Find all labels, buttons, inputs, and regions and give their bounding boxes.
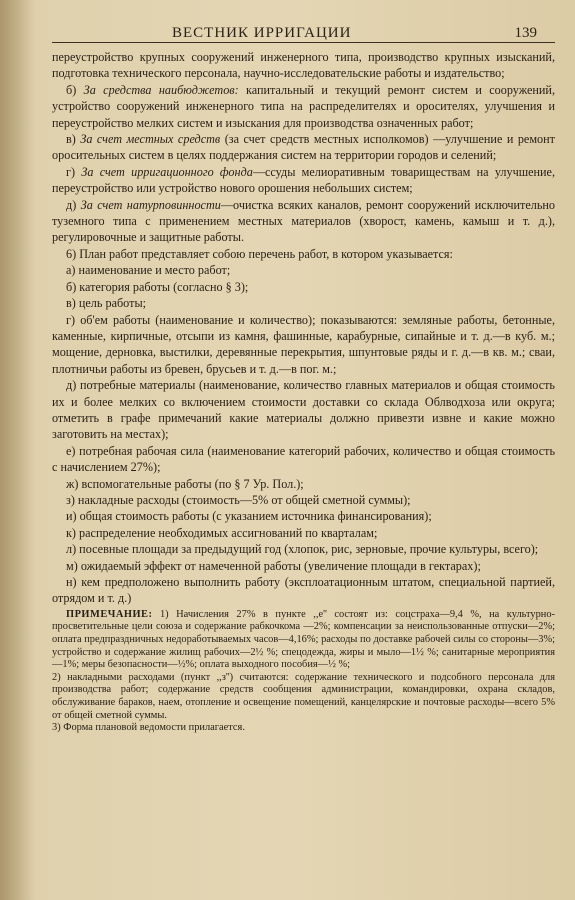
note-item: 1) Начисления 27% в пункте ,,е'' состоят из: соцстраха—9,4 %, на культурно-просветительные цели союза и содержание рабкочкома —2%; компенсации за неиспользованные отпуски—2%; оплата предпраздничных недоработываемых часов—4,16%; расходы по доставке рабочей силы со стороны—3%; устройство и содержание жилищ рабочих—2½ %; спецодежда, жиры и мыло—1½ %; санитарные мероприятия—1%; меры безопасности—½%; оплата выходного пособия—½ %;	[52, 608, 555, 671]
item-marker: б)	[66, 82, 77, 97]
paragraph	[52, 541, 555, 557]
paragraph	[52, 164, 555, 197]
item-marker: г)	[66, 164, 76, 179]
article-body	[52, 49, 555, 735]
paragraph	[52, 197, 555, 246]
page-binding-shadow	[0, 0, 36, 900]
item-marker: в)	[66, 132, 76, 147]
funding-source-heading: За средства наибюджетов:	[83, 82, 239, 97]
paragraph-text: н) кем предположено выполнить работу (эксплоатационным штатом, специальной партией, отрядом и т. д.)	[52, 575, 555, 606]
paragraph-text: г) об'ем работы (наименование и количество); показываются: земляные работы, бетонные, каменные, кирпичные, отсыпи из камня, фашинные, карабурные, сипайные и т. д.—в куб. м.; мощение, дерновка, выстилки, деревянные перекрытия, шпунтовые ряды и г. д.—в кв. м.; сваи, плотничьи работы из бревен, брусьев и т. д.—в пог. м.;	[52, 312, 555, 376]
paragraph-text: в) цель работы;	[66, 296, 147, 311]
paragraph-text: б) категория работы (согласно § 3);	[66, 279, 249, 294]
paragraph-text: —ссуды мелиоративным товариществам на улучшение, переустройство или устройство нового орошения небольших систем;	[52, 164, 556, 196]
paragraph	[52, 525, 555, 541]
paragraph-text: 6) План работ представляет собою перечень работ, в котором указывается:	[66, 246, 453, 261]
journal-title: ВЕСТНИК ИРРИГАЦИИ	[172, 25, 352, 41]
paragraph	[52, 49, 555, 82]
paragraph	[52, 131, 555, 164]
paragraph	[52, 246, 555, 262]
paragraph	[52, 476, 555, 492]
paragraph-text: а) наименование и место работ;	[66, 263, 231, 278]
paragraph-text: ж) вспомогательные работы (по § 7 Ур. Пол.);	[66, 476, 304, 491]
paragraph-list	[52, 49, 555, 607]
running-header	[52, 18, 555, 43]
paragraph	[52, 82, 555, 131]
funding-source-heading: За счет натурповинности	[80, 197, 221, 212]
paragraph-text: м) ожидаемый эффект от намеченной работы (увеличение площади в гектарах);	[66, 558, 481, 573]
paragraph	[52, 312, 555, 378]
funding-source-heading: За счет местных средств	[80, 132, 221, 147]
paragraph	[52, 295, 555, 311]
page-number: 139	[514, 25, 537, 41]
paragraph-text: е) потребная рабочая сила (наименование категорий рабочих, количество и общая стоимость с начислением 27%);	[52, 443, 555, 475]
item-marker: д)	[66, 197, 77, 212]
paragraph	[52, 492, 555, 508]
note-item: 2) накладными расходами (пункт ,,з'') считаются: содержание технического и подсобного персонала для производства работ; содержание средств сообщения администрации, командировки, охрана складов, обслуживание бараков, наем, отопление и освещение помещений, канцелярские и почтовые расходы—всего 5% от общей сметной суммы.	[52, 671, 555, 721]
paragraph	[52, 508, 555, 524]
paragraph-text: —очистка всяких каналов, ремонт сооружений исключительно туземного типа с применением местных материалов (хворост, камень, камыш и т. д.), регулировочные и защитные работы.	[52, 197, 555, 245]
note-item: 3) Форма плановой ведомости прилагается.	[52, 722, 245, 734]
footnote-block	[52, 609, 555, 735]
paragraph-text: капитальный и текущий ремонт систем и сооружений, устройство сооружений инженерного типа на распределителях и оросителях, улучшения и переустройство мелких систем и изыскания для производства означенных работ;	[52, 82, 556, 130]
paragraph-text: (за счет средств местных исполкомов) —улучшение и ремонт оросительных систем в целях поддержания систем на территории городов и селений;	[52, 132, 556, 163]
paragraph-text: л) посевные площади за предыдущий год (хлопок, рис, зерновые, прочие культуры, всего);	[66, 542, 539, 557]
paragraph	[52, 377, 555, 443]
note-heading: ПРИМЕЧАНИЕ:	[66, 608, 153, 620]
paragraph-text: переустройство крупных сооружений инженерного типа, производство крупных изысканий, подготовка технического персонала, научно-исследовательские работы и издательство;	[52, 50, 555, 81]
paragraph-text: и) общая стоимость работы (с указанием источника финансирования);	[66, 509, 432, 524]
paragraph-text: д) потребные материалы (наименование, количество главных материалов и общая стоимость их и более мелких со включением стоимости доставки со склада Облводхоза или округа; отметить в графе примечаний какие материалы должно привезти извне и какие можно заготовить на местах);	[52, 378, 555, 442]
paragraph	[52, 558, 555, 574]
paragraph	[52, 262, 555, 278]
paragraph	[52, 574, 555, 607]
paragraph	[52, 279, 555, 295]
funding-source-heading: За счет ирригационного фонда	[81, 164, 253, 179]
paragraph-text: з) накладные расходы (стоимость—5% от общей сметной суммы);	[66, 492, 411, 507]
paragraph	[52, 443, 555, 476]
paragraph-text: к) распределение необходимых ассигнований по кварталам;	[66, 525, 378, 540]
